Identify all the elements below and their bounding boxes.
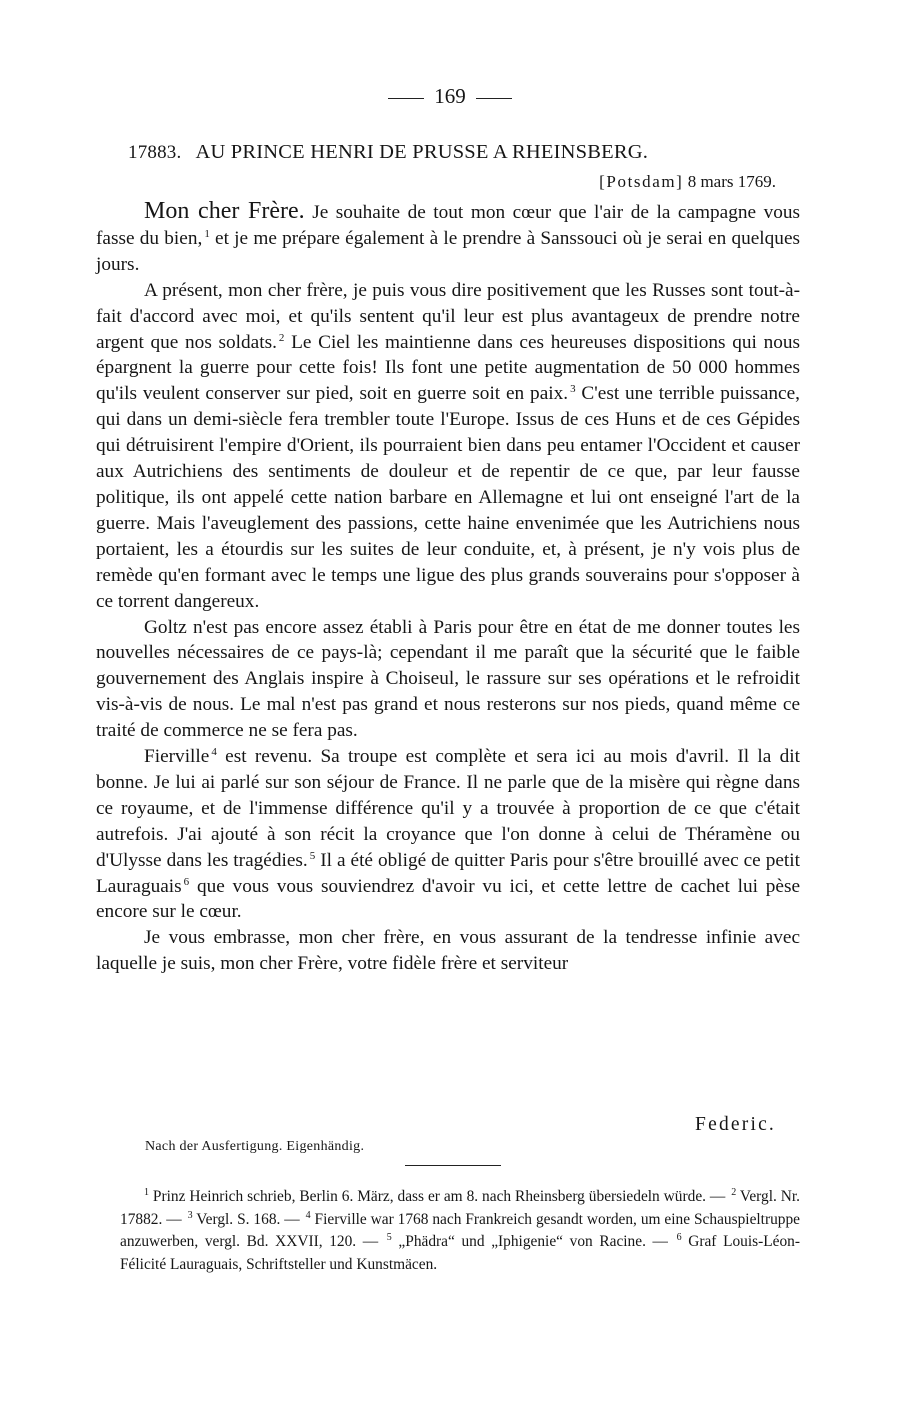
paragraph-2-text-b: Le Ciel les maintienne dans ces heureuses dispositions qui nous épargnent la guerre pour cette fois! Ils font une petite augmentation de 50 000 hommes qu'ils veulent conserver sur pied, soit en guerre soit en paix. xyxy=(96,331,800,405)
dateline-place: [Potsdam] xyxy=(599,172,684,191)
footnote-ref-1: 1 xyxy=(204,227,210,240)
closing-text: Je vous embrasse, mon cher frère, en vous assurant de la tendresse infinie avec laquelle je suis, mon cher Frère, votre fidèle frère et serviteur xyxy=(96,927,800,975)
paragraph-5 xyxy=(96,925,800,977)
paragraph-4-text-c: Il a été obligé de quitter Paris pour s'être brouillé avec ce petit Lauraguais xyxy=(96,849,800,897)
paragraph-1 xyxy=(96,199,800,278)
paragraph-2-text-a: A présent, mon cher frère, je puis vous dire positivement que les Russes sont tout-à-fait d'accord avec moi, et qu'ils sentent qu'il leur est plus avantageux de prendre notre argent que nos soldats. xyxy=(96,279,800,353)
footnote-marker-2: 2 xyxy=(731,1187,737,1198)
salutation: Mon cher Frère. xyxy=(144,198,305,224)
footnotes xyxy=(120,1186,800,1276)
source-note: Nach der Ausfertigung. Eigenhändig. xyxy=(145,1139,365,1154)
paragraph-4 xyxy=(96,744,800,925)
signature: Federic. xyxy=(695,1114,776,1135)
footnote-2-text: Vergl. Nr. 17882. — xyxy=(120,1188,801,1228)
paragraph-4-text-b: est revenu. Sa troupe est complète et sera ici au mois d'avril. Il la dit bonne. Je lui ai parlé sur son séjour de France. Il ne parle que de la misère qui règne dans ce royaume, et de l'immense différence qu'il y a trouvée à proportion de ce que c'était autrefois. J'ai ajouté à son récit la croyance que l'on donne à celui de Théramène ou d'Ulysse dans les tragédies. xyxy=(96,746,800,871)
paragraph-3 xyxy=(96,615,800,745)
page-number-dash-right xyxy=(476,98,512,99)
footnote-ref-2: 2 xyxy=(278,331,285,344)
footnote-ref-5: 5 xyxy=(309,849,316,862)
paragraph-1-text-b: et je me prépare également à le prendre à Sanssouci où je serai en quelques jours. xyxy=(96,227,801,275)
footnote-marker-5: 5 xyxy=(386,1232,392,1243)
paragraph-2 xyxy=(96,278,800,615)
footnote-ref-3: 3 xyxy=(570,383,576,396)
letter-heading xyxy=(128,141,788,164)
footnote-1-text: Prinz Heinrich schrieb, Berlin 6. März, dass er am 8. nach Rheinsberg übersiedeln würde. — xyxy=(149,1188,730,1205)
page-number xyxy=(0,84,900,109)
dateline-date: 8 mars 1769. xyxy=(687,172,776,191)
footnote-marker-3: 3 xyxy=(187,1209,193,1221)
footnote-ref-6: 6 xyxy=(183,875,190,888)
paragraph-4-text-a: Fierville xyxy=(144,746,210,768)
paragraph-1-text-a: Je souhaite de tout mon cœur que l'air de la campagne vous fasse du bien, xyxy=(96,202,800,249)
footnote-marker-6: 6 xyxy=(676,1232,682,1243)
footnotes-text xyxy=(120,1186,800,1276)
footnote-6-text: Graf Louis-Léon-Félicité Lauraguais, Schriftsteller und Kunstmäcen. xyxy=(120,1233,800,1273)
footnote-3-text: Vergl. S. 168. — xyxy=(192,1210,304,1228)
paragraph-2-text-c: C'est une terrible puissance, qui dans un demi-siècle fera trembler toute l'Europe. Issus de ces Huns et de ces Gépides qui détruisirent l'empire d'Orient, ils pourraient bien dans peu entamer l'Occident et causer aux Autrichiens des sentiments de douleur et de repentir de ce que, par leur fausse politique, ils ont appelé cette nation barbare en Allemagne et lui ont enseigné l'art de la guerre. Mais l'aveuglement des passions, cette haine envenimée que les Autrichiens nous portaient, les a étourdis sur les suites de leur conduite, et, à présent, je n'y vois plus de remède qu'en formant avec le temps une ligue des plus grands souverains pour s'opposer à ce torrent dangereux. xyxy=(96,383,800,612)
footnote-5-text: „Phädra“ und „Iphigenie“ von Racine. — xyxy=(391,1233,675,1250)
paragraph-4-text-d: que vous vous souviendrez d'avoir vu ici, et cette lettre de cachet lui pèse encore sur le cœur. xyxy=(96,875,800,923)
footnote-divider xyxy=(405,1165,501,1166)
letter-title: AU PRINCE HENRI DE PRUSSE A RHEINSBERG. xyxy=(195,141,649,163)
footnote-ref-4: 4 xyxy=(211,746,217,759)
page-number-text: 169 xyxy=(434,84,466,108)
page-number-dash-left xyxy=(388,98,424,99)
dateline xyxy=(599,172,776,192)
footnote-marker-1: 1 xyxy=(144,1187,149,1198)
letter-number: 17883. xyxy=(128,142,182,163)
paragraph-3-text: Goltz n'est pas encore assez établi à Paris pour être en état de me donner toutes les nouvelles nécessaires de ce pays-là; cependant il me paraît que la sécurité que le faible gouvernement des Anglais inspire à Choiseul, le rassure sur ses opérations et le refroidit vis-à-vis de nous. Le mal n'est pas grand et nous resterons sur nos pieds, quand même ce traité de commerce ne se fera pas. xyxy=(96,616,800,742)
footnote-marker-4: 4 xyxy=(305,1209,311,1221)
footnote-4-text: Fierville war 1768 nach Frankreich gesandt worden, um eine Schauspieltruppe anzuwerben, vergl. Bd. XXVII, 120. — xyxy=(120,1210,800,1250)
letter-body xyxy=(96,199,800,977)
